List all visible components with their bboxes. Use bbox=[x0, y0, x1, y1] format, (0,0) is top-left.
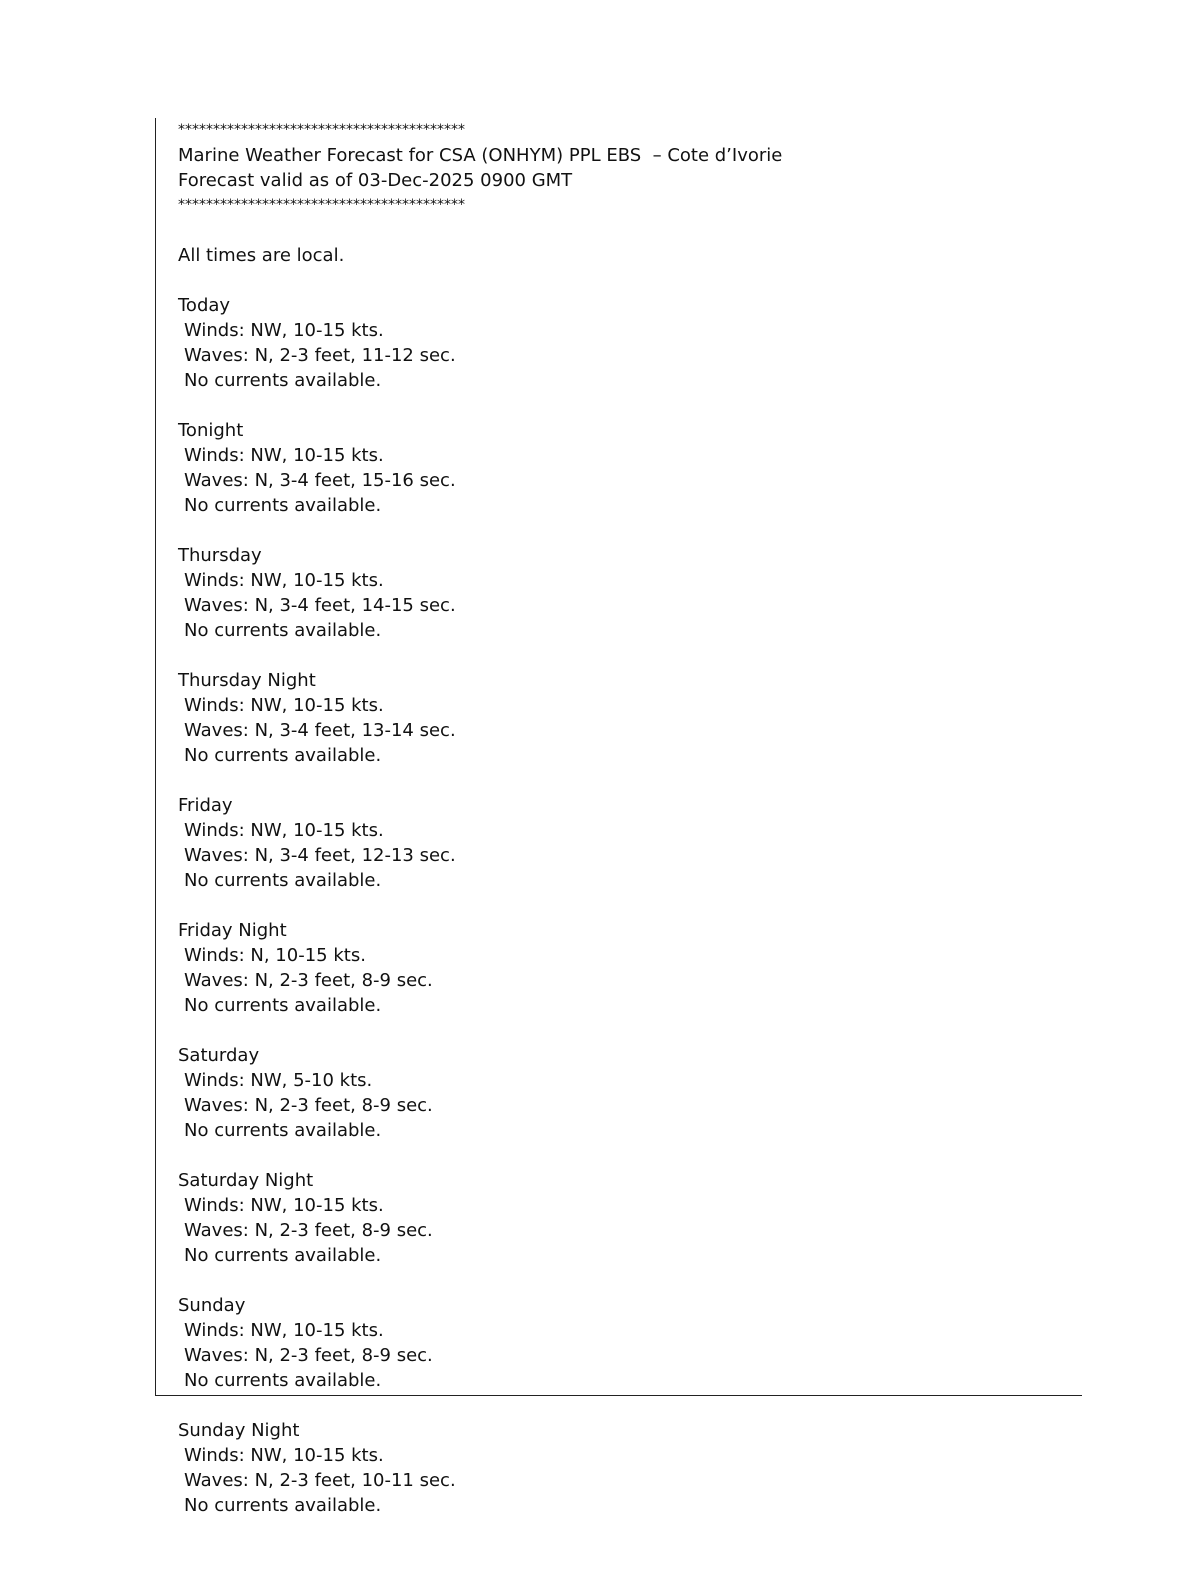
forecast-title: Marine Weather Forecast for CSA (ONHYM) PPL EBS – Cote d’Ivorie bbox=[178, 145, 783, 166]
forecast-valid-time: Forecast valid as of 03-Dec-2025 0900 GMT bbox=[178, 170, 573, 191]
forecast-period bbox=[178, 543, 1138, 668]
period-winds: Winds: NW, 10-15 kts. bbox=[184, 1445, 384, 1466]
period-winds: Winds: NW, 10-15 kts. bbox=[184, 695, 384, 716]
spacer bbox=[178, 1018, 1138, 1043]
period-name: Saturday Night bbox=[178, 1170, 314, 1191]
period-waves: Waves: N, 3-4 feet, 12-13 sec. bbox=[184, 845, 456, 866]
period-name: Saturday bbox=[178, 1045, 260, 1066]
period-winds: Winds: NW, 10-15 kts. bbox=[184, 445, 384, 466]
period-currents: No currents available. bbox=[184, 370, 382, 391]
period-currents: No currents available. bbox=[184, 1370, 382, 1391]
period-currents: No currents available. bbox=[184, 1495, 382, 1516]
period-winds: Winds: NW, 5-10 kts. bbox=[184, 1070, 373, 1091]
period-currents: No currents available. bbox=[184, 495, 382, 516]
period-currents: No currents available. bbox=[184, 745, 382, 766]
header-stars-top: ***************************************** bbox=[178, 122, 465, 138]
spacer bbox=[178, 218, 1138, 243]
period-name: Friday bbox=[178, 795, 233, 816]
period-currents: No currents available. bbox=[184, 620, 382, 641]
period-waves: Waves: N, 3-4 feet, 15-16 sec. bbox=[184, 470, 456, 491]
period-waves: Waves: N, 2-3 feet, 8-9 sec. bbox=[184, 1345, 433, 1366]
spacer bbox=[178, 518, 1138, 543]
forecast-period bbox=[178, 418, 1138, 543]
forecast-period bbox=[178, 1043, 1138, 1168]
period-waves: Waves: N, 2-3 feet, 10-11 sec. bbox=[184, 1470, 456, 1491]
forecast-periods bbox=[178, 293, 1138, 1518]
spacer bbox=[178, 1143, 1138, 1168]
frame-left-border bbox=[155, 118, 156, 1396]
times-note: All times are local. bbox=[178, 245, 345, 266]
forecast-period bbox=[178, 1418, 1138, 1518]
period-winds: Winds: NW, 10-15 kts. bbox=[184, 820, 384, 841]
period-name: Friday Night bbox=[178, 920, 287, 941]
period-winds: Winds: NW, 10-15 kts. bbox=[184, 1195, 384, 1216]
period-name: Sunday bbox=[178, 1295, 246, 1316]
period-currents: No currents available. bbox=[184, 995, 382, 1016]
forecast-content bbox=[178, 118, 1138, 1518]
forecast-period bbox=[178, 293, 1138, 418]
period-name: Thursday Night bbox=[178, 670, 316, 691]
forecast-period bbox=[178, 668, 1138, 793]
period-name: Today bbox=[178, 295, 231, 316]
period-waves: Waves: N, 2-3 feet, 8-9 sec. bbox=[184, 1095, 433, 1116]
period-winds: Winds: NW, 10-15 kts. bbox=[184, 1320, 384, 1341]
spacer bbox=[178, 643, 1138, 668]
spacer bbox=[178, 393, 1138, 418]
forecast-period bbox=[178, 793, 1138, 918]
period-waves: Waves: N, 2-3 feet, 8-9 sec. bbox=[184, 1220, 433, 1241]
period-currents: No currents available. bbox=[184, 870, 382, 891]
period-name: Tonight bbox=[178, 420, 244, 441]
period-currents: No currents available. bbox=[184, 1245, 382, 1266]
forecast-period bbox=[178, 918, 1138, 1043]
period-winds: Winds: N, 10-15 kts. bbox=[184, 945, 366, 966]
spacer bbox=[178, 268, 1138, 293]
forecast-period bbox=[178, 1168, 1138, 1293]
header-stars-bottom: ***************************************** bbox=[178, 197, 465, 213]
period-winds: Winds: NW, 10-15 kts. bbox=[184, 570, 384, 591]
period-winds: Winds: NW, 10-15 kts. bbox=[184, 320, 384, 341]
period-name: Sunday Night bbox=[178, 1420, 300, 1441]
period-name: Thursday bbox=[178, 545, 262, 566]
period-currents: No currents available. bbox=[184, 1120, 382, 1141]
period-waves: Waves: N, 3-4 feet, 14-15 sec. bbox=[184, 595, 456, 616]
spacer bbox=[178, 893, 1138, 918]
spacer bbox=[178, 768, 1138, 793]
forecast-period bbox=[178, 1293, 1138, 1418]
spacer bbox=[178, 1268, 1138, 1293]
spacer bbox=[178, 1393, 1138, 1418]
period-waves: Waves: N, 2-3 feet, 11-12 sec. bbox=[184, 345, 456, 366]
period-waves: Waves: N, 3-4 feet, 13-14 sec. bbox=[184, 720, 456, 741]
period-waves: Waves: N, 2-3 feet, 8-9 sec. bbox=[184, 970, 433, 991]
